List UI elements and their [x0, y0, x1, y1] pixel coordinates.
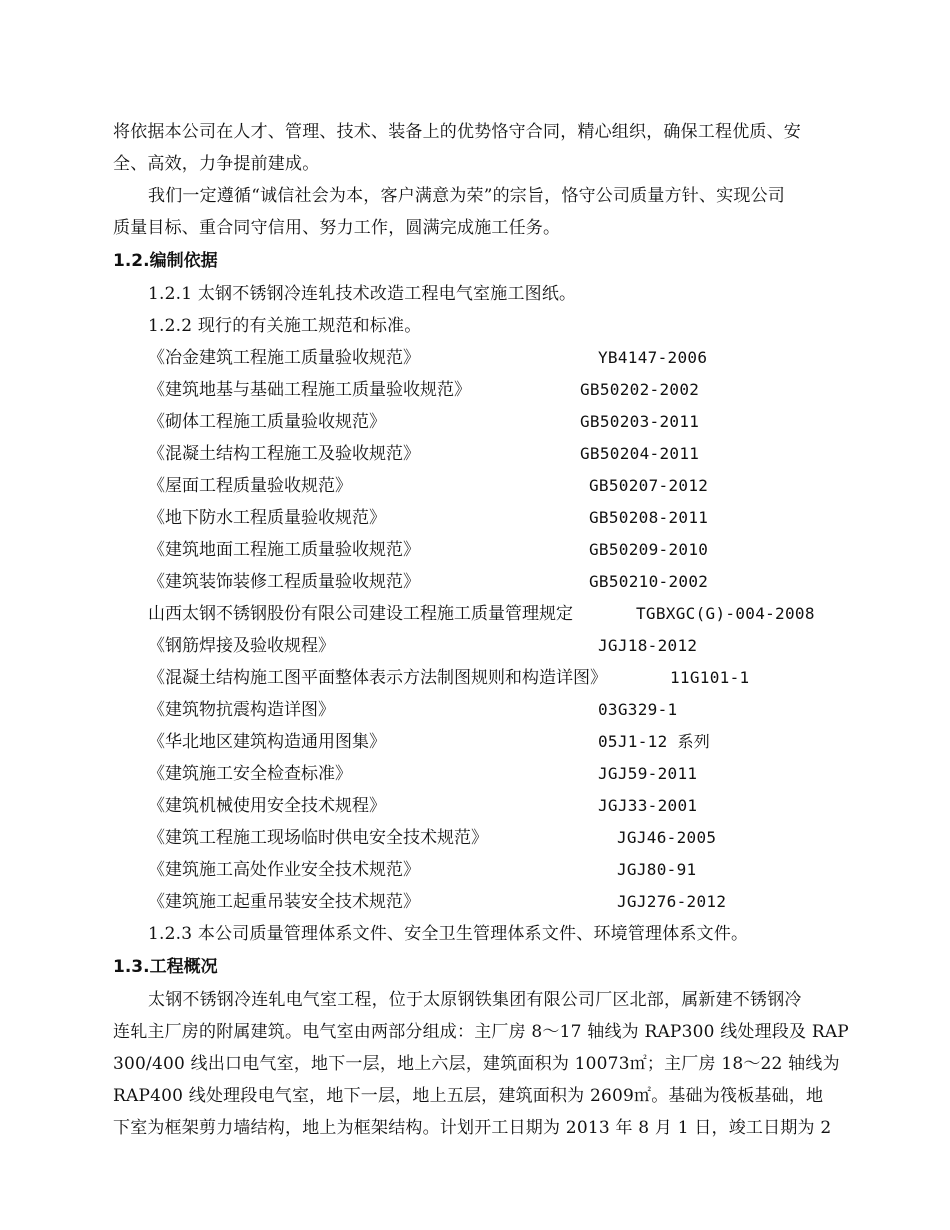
standard-name: 《地下防水工程质量验收规范》 [148, 508, 386, 528]
standard-code: YB4147-2006 [598, 348, 708, 367]
standard-name: 《冶金建筑工程施工质量验收规范》 [148, 348, 420, 368]
standard-name: 《混凝土结构施工图平面整体表示方法制图规则和构造详图》 [148, 668, 607, 688]
standard-name: 《砌体工程施工质量验收规范》 [148, 412, 386, 432]
standard-code: JGJ46-2005 [617, 828, 717, 847]
overview-line-3: 300/400 线出口电气室，地下一层，地上六层，建筑面积为 10073㎡；主厂房 18～22 轴线为 [113, 1054, 840, 1074]
standard-code: JGJ59-2011 [598, 764, 698, 783]
standard-name: 《建筑工程施工现场临时供电安全技术规范》 [148, 828, 488, 848]
standard-code: GB50202-2002 [580, 380, 700, 399]
overview-line-1: 太钢不锈钢冷连轧电气室工程，位于太原钢铁集团有限公司厂区北部，属新建不锈钢冷 [148, 990, 802, 1010]
section-1-2-item-3: 1.2.3 本公司质量管理体系文件、安全卫生管理体系文件、环境管理体系文件。 [148, 924, 749, 944]
intro-line-4: 质量目标、重合同守信用、努力工作，圆满完成施工任务。 [113, 218, 561, 238]
overview-line-5: 下室为框架剪力墙结构，地上为框架结构。计划开工日期为 2013 年 8 月 1 日，竣工日期为 2 [113, 1118, 832, 1138]
overview-line-4: RAP400 线处理段电气室，地下一层，地上五层，建筑面积为 2609㎡。基础为筏板基础，地 [113, 1086, 824, 1106]
standard-name: 《建筑地基与基础工程施工质量验收规范》 [148, 380, 471, 400]
standard-code: GB50207-2012 [589, 476, 709, 495]
standard-name: 山西太钢不锈钢股份有限公司建设工程施工质量管理规定 [148, 604, 573, 624]
standard-name: 《钢筋焊接及验收规程》 [148, 636, 335, 656]
intro-line-3: 我们一定遵循“诚信社会为本，客户满意为荣”的宗旨，恪守公司质量方针、实现公司 [148, 186, 785, 206]
standard-code: JGJ80-91 [617, 860, 697, 879]
standard-code: JGJ33-2001 [598, 796, 698, 815]
intro-line-2: 全、高效，力争提前建成。 [113, 154, 320, 174]
standard-name: 《建筑物抗震构造详图》 [148, 700, 335, 720]
standard-code: GB50210-2002 [589, 572, 709, 591]
section-1-3-title: 1.3.工程概况 [113, 957, 218, 977]
standard-code: GB50208-2011 [589, 508, 709, 527]
section-1-2-item-2: 1.2.2 现行的有关施工规范和标准。 [148, 316, 422, 336]
standard-code: 03G329-1 [598, 700, 678, 719]
standard-name: 《混凝土结构工程施工及验收规范》 [148, 444, 420, 464]
standard-code: TGBXGC(G)-004-2008 [636, 604, 815, 623]
standard-name: 《屋面工程质量验收规范》 [148, 476, 352, 496]
standard-name: 《建筑施工安全检查标准》 [148, 764, 352, 784]
standard-code: 05J1-12 系列 [598, 732, 711, 751]
standard-code: 11G101-1 [670, 668, 750, 687]
standard-name: 《建筑地面工程施工质量验收规范》 [148, 540, 420, 560]
section-1-2-title: 1.2.编制依据 [113, 251, 218, 271]
standard-code: GB50209-2010 [589, 540, 709, 559]
standard-code: JGJ276-2012 [617, 892, 727, 911]
standard-code: GB50204-2011 [580, 444, 700, 463]
standard-name: 《建筑施工高处作业安全技术规范》 [148, 860, 420, 880]
standard-code: JGJ18-2012 [598, 636, 698, 655]
section-1-2-item-1: 1.2.1 太钢不锈钢冷连轧技术改造工程电气室施工图纸。 [148, 284, 577, 304]
standard-code: GB50203-2011 [580, 412, 700, 431]
overview-line-2: 连轧主厂房的附属建筑。电气室由两部分组成：主厂房 8～17 轴线为 RAP300 线处理段及 RAP [113, 1022, 849, 1042]
standard-name: 《建筑施工起重吊装安全技术规范》 [148, 892, 420, 912]
standard-name: 《建筑机械使用安全技术规程》 [148, 796, 386, 816]
standard-name: 《华北地区建筑构造通用图集》 [148, 732, 386, 752]
intro-line-1: 将依据本公司在人才、管理、技术、装备上的优势恪守合同，精心组织，确保工程优质、安 [113, 122, 801, 142]
standard-name: 《建筑装饰装修工程质量验收规范》 [148, 572, 420, 592]
